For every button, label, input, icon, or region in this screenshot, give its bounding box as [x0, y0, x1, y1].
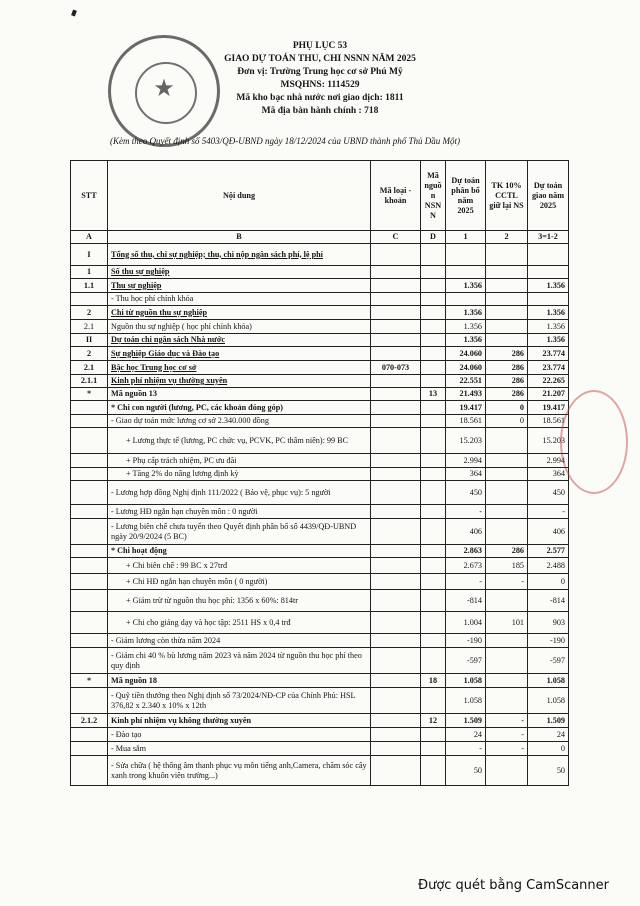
- header-cell: Dự toán phân bổ năm 2025: [446, 161, 486, 231]
- table-cell: 1.356: [446, 334, 486, 347]
- table-cell: -597: [446, 648, 486, 674]
- table-cell: 286: [486, 347, 528, 361]
- table-row: [71, 468, 569, 481]
- table-row: [71, 320, 569, 334]
- table-cell: 070-073: [371, 361, 421, 375]
- table-row: [71, 634, 569, 648]
- table-cell: [71, 481, 108, 505]
- table-cell: 18: [421, 674, 446, 688]
- table-cell: [371, 266, 421, 279]
- table-cell: [528, 266, 569, 279]
- table-cell: [371, 428, 421, 454]
- table-cell: 2.1: [71, 320, 108, 334]
- table-cell: - Đào tạo: [108, 728, 371, 742]
- table-cell: [71, 574, 108, 590]
- table-cell: [421, 481, 446, 505]
- table-cell: 24.060: [446, 361, 486, 375]
- table-row: [71, 756, 569, 786]
- table-row: [71, 401, 569, 415]
- area-code: Mã địa bàn hành chính : 718: [261, 106, 379, 116]
- table-cell: 3=1-2: [528, 231, 569, 244]
- table-cell: [71, 454, 108, 468]
- table-cell: -597: [528, 648, 569, 674]
- table-row: [71, 688, 569, 714]
- table-cell: 101: [486, 612, 528, 634]
- table-cell: 1: [71, 266, 108, 279]
- document-subtitle: GIAO DỰ TOÁN THU, CHI NSNN NĂM 2025: [224, 54, 416, 64]
- table-cell: - Quỹ tiền thưởng theo Nghị định số 73/2024/NĐ-CP của Chính Phủ: HSL 376,82 x 2.340 x 10% x 12th: [108, 688, 371, 714]
- table-cell: [71, 648, 108, 674]
- table-cell: [486, 756, 528, 786]
- table-cell: [486, 590, 528, 612]
- table-cell: 903: [528, 612, 569, 634]
- table-cell: + Phụ cấp trách nhiệm, PC ưu đãi: [108, 454, 371, 468]
- table-cell: [421, 574, 446, 590]
- table-cell: [371, 742, 421, 756]
- table-cell: [371, 244, 421, 266]
- table-cell: [371, 334, 421, 347]
- table-cell: [486, 648, 528, 674]
- table-cell: + Lương thực tế (lương, PC chức vụ, PCVK, PC thâm niên): 99 BC: [108, 428, 371, 454]
- table-cell: 1.356: [528, 320, 569, 334]
- table-cell: 1.058: [446, 688, 486, 714]
- table-row: [71, 674, 569, 688]
- table-row: [71, 481, 569, 505]
- table-cell: [486, 505, 528, 519]
- table-cell: [71, 590, 108, 612]
- table-cell: [371, 545, 421, 558]
- table-cell: I: [71, 244, 108, 266]
- table-cell: [421, 415, 446, 428]
- table-cell: [71, 558, 108, 574]
- table-cell: [421, 375, 446, 388]
- table-row: [71, 558, 569, 574]
- table-cell: 364: [528, 468, 569, 481]
- table-cell: Số thu sự nghiệp: [108, 266, 371, 279]
- table-cell: 286: [486, 361, 528, 375]
- table-cell: [421, 306, 446, 320]
- table-cell: [486, 481, 528, 505]
- table-cell: [528, 244, 569, 266]
- table-cell: [371, 612, 421, 634]
- table-cell: 1.356: [446, 320, 486, 334]
- table-cell: Mã nguồn 13: [108, 388, 371, 401]
- table-cell: [421, 558, 446, 574]
- table-cell: [371, 688, 421, 714]
- table-cell: [421, 279, 446, 293]
- table-cell: [371, 634, 421, 648]
- table-cell: 0: [486, 415, 528, 428]
- table-cell: [528, 293, 569, 306]
- table-row: [71, 361, 569, 375]
- table-cell: - Giảm lương còn thừa năm 2024: [108, 634, 371, 648]
- table-cell: *: [71, 674, 108, 688]
- table-cell: [421, 334, 446, 347]
- scan-mark: [71, 9, 77, 16]
- table-cell: [71, 756, 108, 786]
- table-cell: 1.356: [446, 306, 486, 320]
- table-cell: + Chi HĐ ngắn hạn chuyên môn ( 0 người): [108, 574, 371, 590]
- table-cell: 286: [486, 375, 528, 388]
- table-cell: B: [108, 231, 371, 244]
- table-cell: [371, 505, 421, 519]
- table-cell: 19.417: [446, 401, 486, 415]
- table-row: [71, 612, 569, 634]
- table-cell: -: [486, 728, 528, 742]
- table-cell: 24.060: [446, 347, 486, 361]
- table-cell: [446, 266, 486, 279]
- table-cell: [421, 519, 446, 545]
- table-cell: [486, 454, 528, 468]
- table-cell: -814: [446, 590, 486, 612]
- header-cell: Dự toán giao năm 2025: [528, 161, 569, 231]
- table-cell: [71, 505, 108, 519]
- table-cell: 1.1: [71, 279, 108, 293]
- table-cell: [371, 468, 421, 481]
- table-cell: 185: [486, 558, 528, 574]
- table-header-row: [71, 161, 569, 231]
- table-row: [71, 545, 569, 558]
- table-cell: 2.1: [71, 361, 108, 375]
- table-cell: [486, 244, 528, 266]
- table-cell: 15.203: [528, 428, 569, 454]
- table-cell: -: [446, 505, 486, 519]
- table-cell: [421, 648, 446, 674]
- table-cell: 23.774: [528, 361, 569, 375]
- table-cell: [421, 428, 446, 454]
- table-cell: 0: [528, 574, 569, 590]
- table-cell: Kinh phí nhiệm vụ không thường xuyên: [108, 714, 371, 728]
- table-cell: [421, 320, 446, 334]
- table-cell: 406: [446, 519, 486, 545]
- table-cell: -: [486, 574, 528, 590]
- table-cell: [371, 388, 421, 401]
- table-cell: - Lương biên chế chưa tuyển theo Quyết định phân bổ số 4439/QĐ-UBND ngày 20/9/2024 (5 BC): [108, 519, 371, 545]
- table-cell: - Thu học phí chính khóa: [108, 293, 371, 306]
- table-cell: [371, 590, 421, 612]
- table-row: [71, 714, 569, 728]
- table-cell: * Chi hoạt động: [108, 545, 371, 558]
- table-cell: 1.058: [528, 688, 569, 714]
- table-cell: 1.356: [528, 306, 569, 320]
- table-cell: [486, 306, 528, 320]
- table-cell: [371, 519, 421, 545]
- table-cell: 2: [71, 347, 108, 361]
- table-cell: 19.417: [528, 401, 569, 415]
- table-row: [71, 505, 569, 519]
- header-cell: TK 10% CCTL giữ lại NS: [486, 161, 528, 231]
- table-cell: 21.493: [446, 388, 486, 401]
- table-cell: [486, 468, 528, 481]
- table-cell: - Mua sắm: [108, 742, 371, 756]
- table-cell: - Lương HĐ ngắn hạn chuyên môn : 0 người: [108, 505, 371, 519]
- table-cell: -: [446, 742, 486, 756]
- table-row: [71, 388, 569, 401]
- table-cell: [71, 545, 108, 558]
- table-cell: 2.994: [528, 454, 569, 468]
- table-cell: [421, 293, 446, 306]
- table-cell: 2.994: [446, 454, 486, 468]
- table-cell: -190: [528, 634, 569, 648]
- table-cell: [371, 279, 421, 293]
- table-cell: Chi từ nguồn thu sự nghiệp: [108, 306, 371, 320]
- table-cell: [421, 266, 446, 279]
- table-cell: 2.1.1: [71, 375, 108, 388]
- table-cell: [421, 361, 446, 375]
- table-cell: [486, 519, 528, 545]
- table-cell: 2.488: [528, 558, 569, 574]
- document-header: [0, 40, 640, 118]
- table-cell: [421, 454, 446, 468]
- table-row: [71, 574, 569, 590]
- table-cell: 286: [486, 388, 528, 401]
- table-cell: -814: [528, 590, 569, 612]
- table-cell: 286: [486, 545, 528, 558]
- table-cell: [71, 468, 108, 481]
- table-cell: Nguồn thu sự nghiệp ( học phí chính khóa): [108, 320, 371, 334]
- header-cell: Nội dung: [108, 161, 371, 231]
- table-row: [71, 334, 569, 347]
- table-cell: 50: [528, 756, 569, 786]
- table-cell: 450: [528, 481, 569, 505]
- table-cell: 50: [446, 756, 486, 786]
- table-cell: [71, 688, 108, 714]
- table-row: [71, 728, 569, 742]
- table-cell: 2.673: [446, 558, 486, 574]
- table-cell: Sự nghiệp Giáo dục và Đào tạo: [108, 347, 371, 361]
- table-cell: [486, 688, 528, 714]
- table-cell: [486, 266, 528, 279]
- table-cell: [421, 401, 446, 415]
- table-cell: [421, 688, 446, 714]
- table-cell: 1.058: [528, 674, 569, 688]
- scanner-watermark: Được quét bằng CamScanner: [418, 878, 610, 893]
- table-cell: [371, 648, 421, 674]
- table-cell: [486, 293, 528, 306]
- table-cell: [486, 634, 528, 648]
- table-cell: [371, 454, 421, 468]
- table-cell: [371, 558, 421, 574]
- table-cell: 12: [421, 714, 446, 728]
- table-cell: [421, 612, 446, 634]
- table-cell: [371, 481, 421, 505]
- table-cell: 1: [446, 231, 486, 244]
- table-cell: 15.203: [446, 428, 486, 454]
- table-cell: [371, 401, 421, 415]
- table-cell: 1.058: [446, 674, 486, 688]
- table-cell: 1.356: [528, 334, 569, 347]
- table-cell: [371, 674, 421, 688]
- table-cell: 24: [446, 728, 486, 742]
- table-cell: [446, 244, 486, 266]
- table-cell: 1.356: [528, 279, 569, 293]
- table-cell: - Giao dự toán mức lương cơ sở 2.340.000 đồng: [108, 415, 371, 428]
- table-row: [71, 244, 569, 266]
- table-row: [71, 279, 569, 293]
- red-stamp: [560, 390, 628, 494]
- header-cell: Mã nguồ n NSN N: [421, 161, 446, 231]
- table-cell: Dự toán chi ngân sách Nhà nước: [108, 334, 371, 347]
- table-cell: [486, 428, 528, 454]
- table-cell: [371, 574, 421, 590]
- table-cell: 2.577: [528, 545, 569, 558]
- table-cell: 22.551: [446, 375, 486, 388]
- table-cell: -: [528, 505, 569, 519]
- table-cell: [371, 293, 421, 306]
- table-row: [71, 428, 569, 454]
- table-cell: [371, 320, 421, 334]
- table-cell: -: [486, 742, 528, 756]
- table-row: [71, 415, 569, 428]
- decision-note: (Kèm theo Quyết định số 5403/QĐ-UBND ngày 18/12/2024 của UBND thành phố Thủ Dầu Một): [110, 136, 460, 146]
- table-cell: [486, 279, 528, 293]
- table-cell: 0: [486, 401, 528, 415]
- table-cell: [71, 401, 108, 415]
- table-cell: [71, 415, 108, 428]
- table-cell: II: [71, 334, 108, 347]
- table-row: [71, 454, 569, 468]
- table-cell: A: [71, 231, 108, 244]
- table-cell: [71, 293, 108, 306]
- table-cell: [421, 347, 446, 361]
- table-row: [71, 306, 569, 320]
- table-cell: -190: [446, 634, 486, 648]
- table-cell: * Chi con người (lương, PC, các khoản đóng góp): [108, 401, 371, 415]
- table-cell: 364: [446, 468, 486, 481]
- table-cell: + Chi cho giảng dạy và học tập: 2511 HS x 0,4 trđ: [108, 612, 371, 634]
- table-cell: + Giảm trừ từ nguồn thu học phí: 1356 x 60%: 814tr: [108, 590, 371, 612]
- official-seal: ★: [108, 35, 220, 147]
- table-cell: [371, 347, 421, 361]
- table-cell: [421, 742, 446, 756]
- table-cell: 22.265: [528, 375, 569, 388]
- table-row: [71, 519, 569, 545]
- appendix-title: PHỤ LỤC 53: [292, 41, 348, 51]
- table-cell: [421, 634, 446, 648]
- table-cell: 13: [421, 388, 446, 401]
- table-cell: + Tăng 2% do nâng lương định kỳ: [108, 468, 371, 481]
- table-cell: [371, 415, 421, 428]
- table-cell: [71, 742, 108, 756]
- table-cell: [486, 320, 528, 334]
- msqhns-code: MSQHNS: 1114529: [280, 80, 360, 90]
- table-row: [71, 742, 569, 756]
- header-cell: STT: [71, 161, 108, 231]
- table-cell: [71, 728, 108, 742]
- table-cell: [371, 714, 421, 728]
- table-row: [71, 293, 569, 306]
- table-cell: 450: [446, 481, 486, 505]
- table-cell: [421, 505, 446, 519]
- table-cell: - Giảm chi 40 % bù lương năm 2023 và năm 2024 từ nguồn thu học phí theo quy định: [108, 648, 371, 674]
- table-cell: D: [421, 231, 446, 244]
- table-row: [71, 347, 569, 361]
- table-cell: 23.774: [528, 347, 569, 361]
- table-cell: Mã nguồn 18: [108, 674, 371, 688]
- table-cell: [371, 728, 421, 742]
- table-row: [71, 231, 569, 244]
- table-cell: 2: [71, 306, 108, 320]
- table-cell: Tổng số thu, chi sự nghiệp; thu, chi nộp ngân sách phí, lệ phí: [108, 244, 371, 266]
- table-cell: 18.561: [528, 415, 569, 428]
- table-cell: [486, 334, 528, 347]
- table-cell: [421, 545, 446, 558]
- table-cell: [421, 756, 446, 786]
- table-cell: [71, 428, 108, 454]
- table-cell: *: [71, 388, 108, 401]
- table-cell: 1.004: [446, 612, 486, 634]
- table-cell: 2.1.2: [71, 714, 108, 728]
- table-cell: 406: [528, 519, 569, 545]
- table-cell: Thu sự nghiệp: [108, 279, 371, 293]
- table-cell: [371, 306, 421, 320]
- table-cell: - Lương hợp đồng Nghị định 111/2022 ( Bảo vệ, phục vụ): 5 người: [108, 481, 371, 505]
- table-cell: -: [446, 574, 486, 590]
- table-cell: - Sửa chữa ( hệ thống âm thanh phục vụ môn tiếng anh,Camera, chăm sóc cây xanh trong khuôn viên trường...): [108, 756, 371, 786]
- table-cell: 1.509: [446, 714, 486, 728]
- table-cell: [486, 674, 528, 688]
- table-cell: [371, 756, 421, 786]
- table-cell: 24: [528, 728, 569, 742]
- table-cell: Bậc học Trung học cơ sở: [108, 361, 371, 375]
- budget-table: [70, 160, 569, 786]
- table-cell: [71, 612, 108, 634]
- table-cell: Kinh phí nhiệm vụ thường xuyên: [108, 375, 371, 388]
- table-cell: 21.207: [528, 388, 569, 401]
- table-cell: 1.356: [446, 279, 486, 293]
- table-cell: [421, 468, 446, 481]
- table-cell: [446, 293, 486, 306]
- table-row: [71, 375, 569, 388]
- table-cell: [71, 519, 108, 545]
- header-cell: Mã loại - khoản: [371, 161, 421, 231]
- table-cell: 2: [486, 231, 528, 244]
- table-row: [71, 648, 569, 674]
- unit-name: Đơn vị: Trường Trung học cơ sở Phú Mỹ: [237, 67, 403, 77]
- table-cell: -: [486, 714, 528, 728]
- table-cell: 18.561: [446, 415, 486, 428]
- table-cell: 1.509: [528, 714, 569, 728]
- table-cell: [371, 375, 421, 388]
- table-cell: [71, 634, 108, 648]
- table-cell: C: [371, 231, 421, 244]
- table-cell: 0: [528, 742, 569, 756]
- table-cell: [421, 590, 446, 612]
- table-row: [71, 266, 569, 279]
- table-cell: [421, 728, 446, 742]
- table-cell: + Chi biên chế : 99 BC x 27trđ: [108, 558, 371, 574]
- table-cell: [421, 244, 446, 266]
- table-row: [71, 590, 569, 612]
- treasury-code: Mã kho bạc nhà nước nơi giao dịch: 1811: [236, 93, 404, 103]
- table-cell: 2.863: [446, 545, 486, 558]
